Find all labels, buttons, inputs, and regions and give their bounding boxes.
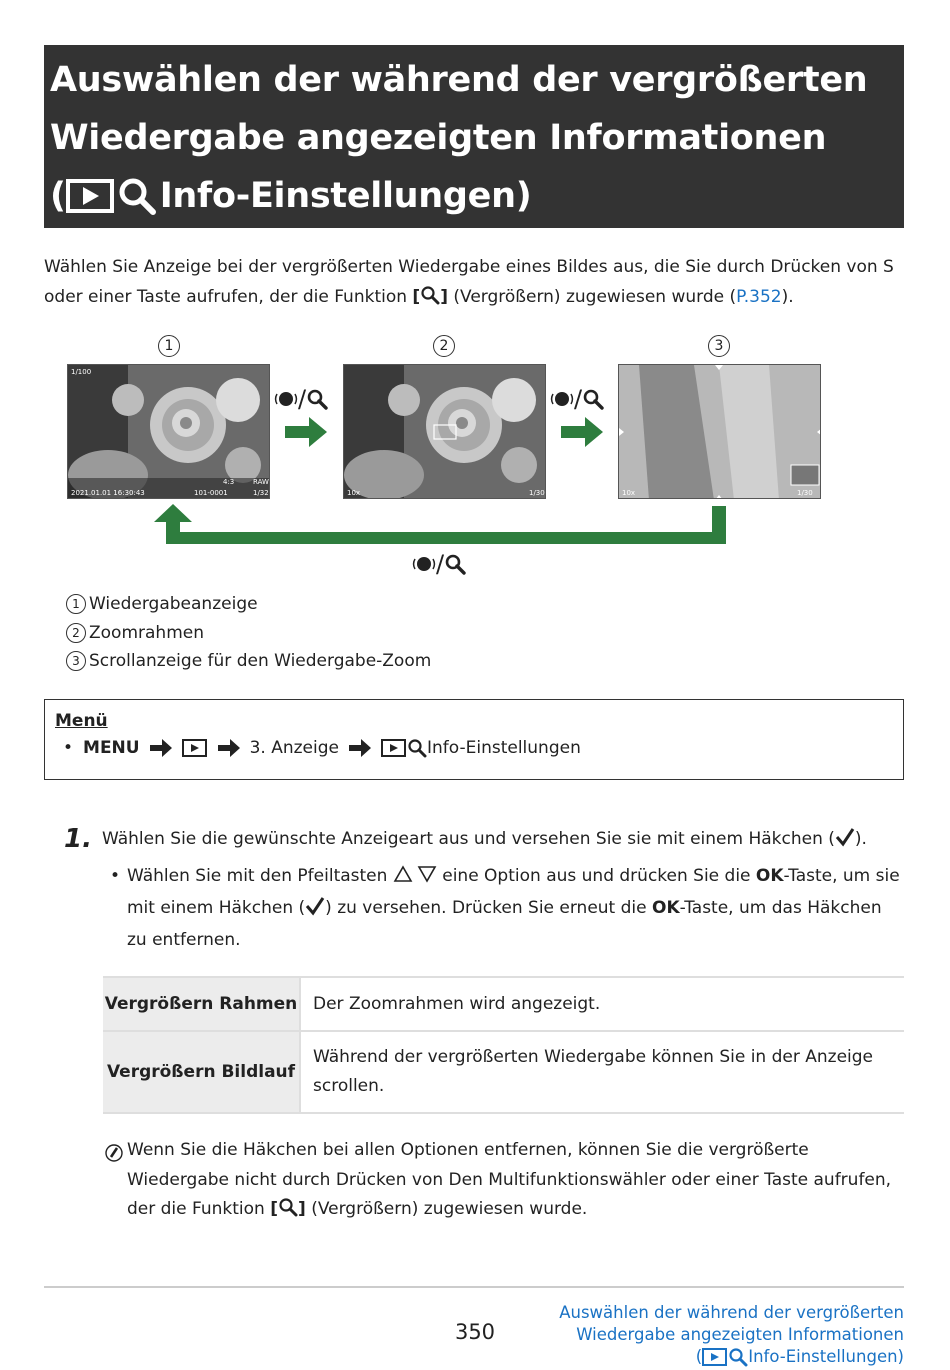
menu-heading: Menü (55, 711, 108, 731)
arrow-right-icon (561, 417, 603, 447)
table-key: Vergrößern Bildlauf (103, 1031, 300, 1113)
magnify-icon (306, 388, 328, 410)
rose-photo (68, 365, 270, 499)
magnify-icon (420, 285, 440, 315)
callout-2: 2 (433, 335, 455, 357)
menu-label: MENU (83, 738, 140, 758)
magnify-icon (407, 738, 427, 758)
screen1-raw: RAW (253, 478, 269, 486)
menu-final-item: Info-Einstellungen (426, 738, 581, 758)
scroll-indicator (791, 465, 819, 485)
up-triangle-icon (393, 864, 413, 894)
screen2-zoom: 10x (347, 489, 361, 497)
step-1-bullet: • Wählen Sie mit den Pfeiltasten eine Option aus und drücken Sie die OK-Taste, um sie mit einem Häkchen ( ) zu versehen. Drücken Sie erneut die OK-Taste, um das Häkchen zu entfernen. (110, 866, 900, 950)
legend-item: 2 Zoomrahmen (66, 619, 431, 648)
dial-icon (550, 387, 574, 411)
note-paragraph: Wenn Sie die Häkchen bei allen Optionen entfernen, können Sie die vergrößerte Wiedergabe nicht durch Drücken von Den Multifunktionswähler oder einer Taste aufrufen, der die Funktion [ ] (Vergrößern) zugewiesen wurde. (103, 1136, 903, 1228)
callout-3: 3 (708, 335, 730, 357)
play-icon (381, 738, 407, 758)
return-arrow (150, 502, 732, 546)
arrow-right-icon (150, 739, 172, 757)
page-number: 350 (454, 1320, 496, 1344)
title-line-3: ( Info-Einstellungen) (50, 176, 532, 216)
screen1-datetime: 2021.01.01 16:30:43 (71, 489, 145, 497)
diagram-legend (66, 590, 431, 676)
step-1: 1. Wählen Sie die gewünschte Anzeigeart aus und versehen Sie sie mit einem Häkchen ( ). (64, 824, 867, 857)
arrow-right-icon (349, 739, 371, 757)
arrow-right-icon (285, 417, 327, 447)
legend-item: 3 Scrollanzeige für den Wiedergabe-Zoom (66, 647, 431, 676)
step-number: 1. (64, 824, 92, 854)
dial-icon (412, 552, 436, 576)
title-line-1: Auswählen der während der vergrößerten (50, 60, 868, 100)
menu-step-anzeige: 3. Anzeige (249, 738, 339, 758)
options-table (103, 976, 904, 1114)
magnify-icon (444, 553, 466, 575)
screen2-frame: 1/30 (529, 489, 545, 497)
legend-item: 1 Wiedergabeanzeige (66, 590, 431, 619)
play-icon (66, 178, 116, 214)
magnify-icon (278, 1197, 298, 1228)
play-icon (702, 1347, 728, 1367)
checkmark-icon (305, 896, 325, 927)
footer-divider (44, 1286, 904, 1288)
playback-screen (67, 364, 270, 499)
note-pencil-icon (105, 1143, 123, 1173)
magnify-icon (116, 176, 160, 216)
magnify-icon (728, 1347, 748, 1367)
play-icon (182, 738, 208, 758)
dial-icon (274, 387, 298, 411)
arrow-right-icon (218, 739, 240, 757)
checkmark-icon (835, 827, 855, 857)
zoom-diagram: 1 2 3 1/100 2021.01.01 16:30:43 101-0001 1/32 RAW 4:3 / 10x 1/30 / 10x 1/30 / (0, 330, 950, 580)
table-value: Der Zoomrahmen wird angezeigt. (300, 977, 904, 1031)
zoom-frame-screen (343, 364, 546, 499)
scroll-zoom-screen (618, 364, 821, 499)
zoomed-photo (619, 365, 821, 499)
footer-section-link[interactable]: Auswählen der während der vergrößerten Wiedergabe angezeigten Informationen ( Info-Einstellungen) (559, 1303, 904, 1366)
intro-paragraph: Wählen Sie Anzeige bei der vergrößerten Wiedergabe eines Bildes aus, die Sie durch Drücken von S oder einer Taste aufrufen, der die Funktion [ ] (Vergrößern) zugewiesen wurde (P.352). (44, 252, 914, 315)
table-row (103, 977, 904, 1031)
screen1-top-left: 1/100 (71, 368, 92, 376)
callout-1: 1 (158, 335, 180, 357)
title-line-2: Wiedergabe angezeigten Informationen (50, 118, 827, 158)
screen1-filenumber: 101-0001 (194, 489, 228, 497)
page-title (44, 45, 904, 228)
screen1-frame: 1/32 (253, 489, 269, 497)
table-row (103, 1031, 904, 1113)
screen1-aspect: 4:3 (223, 478, 235, 486)
table-value: Während der vergrößerten Wiedergabe können Sie in der Anzeige scrollen. (300, 1031, 904, 1113)
menu-path-box (44, 699, 904, 780)
screen3-zoom: 10x (622, 489, 636, 497)
page-link[interactable]: P.352 (736, 287, 782, 307)
screen3-frame: 1/30 (797, 489, 813, 497)
rose-photo (344, 365, 546, 499)
table-key: Vergrößern Rahmen (103, 977, 300, 1031)
menu-path: • MENU 3. Anzeige Info-Einstellungen (63, 732, 893, 764)
magnify-icon (582, 388, 604, 410)
down-triangle-icon (417, 864, 437, 894)
